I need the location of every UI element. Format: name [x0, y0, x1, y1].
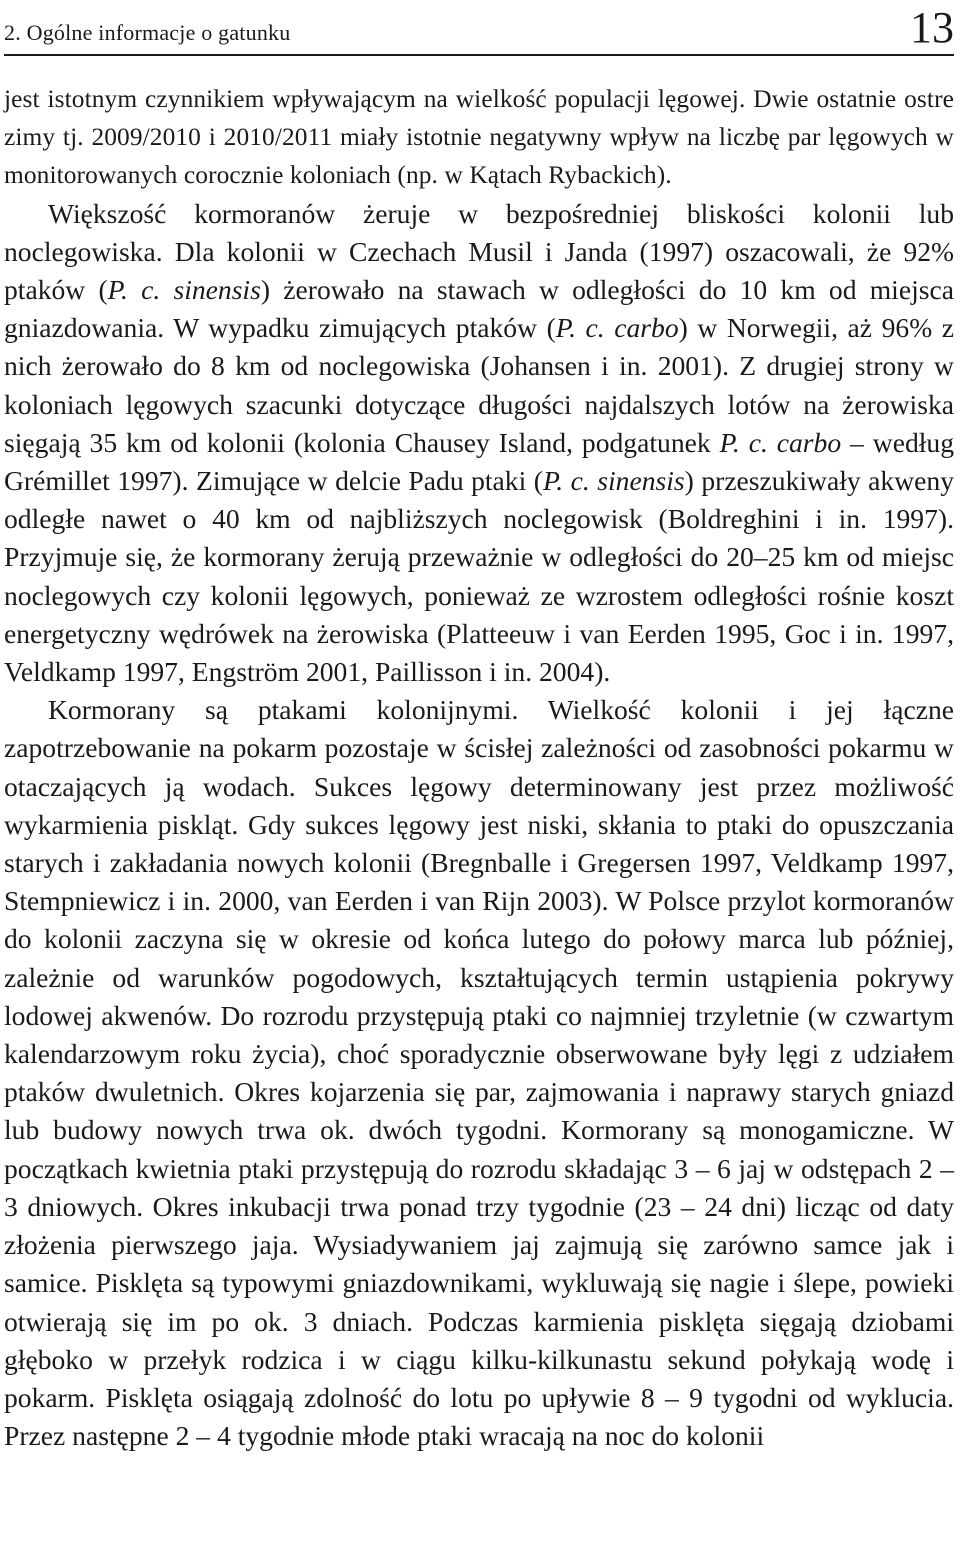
- chapter-title: 2. Ogólne informacje o gatunku: [4, 20, 291, 45]
- paragraph: [4, 195, 954, 692]
- species-name: P. c. carbo: [719, 426, 842, 458]
- paragraph: [4, 691, 954, 1455]
- text-run: Większość kormoranów żeruje w bezpośredniej bliskości kolonii lub noclegowiska. Dla kolonii w Czechach Musil i Janda (1997) oszacowali, że 92% ptaków (: [4, 197, 954, 306]
- text-run: ) przeszukiwały akweny odległe nawet o 40 km od najbliższych noclegowisk (Boldreghini i in. 1997). Przyjmuje się, że kormorany żerują przeważnie w odległości do 20–25 km od miejsc noclegowych czy kolonii lęgowych, ponieważ ze wzrostem odległości rośnie koszt energetyczny wędrówek na żerowiska (Platteeuw i van Eerden 1995, Goc i in. 1997, Veldkamp 1997, Engström 2001, Paillisson i in. 2004).: [4, 465, 954, 688]
- running-header: [4, 0, 954, 56]
- text-run: Kormorany są ptakami kolonijnymi. Wielkość kolonii i jej łączne zapotrzebowanie na pokarm pozostaje w ścisłej zależności od zasobności pokarmu w otaczających ją wodach. Sukces lęgowy determinowany jest przez możliwość wykarmienia piskląt. Gdy sukces lęgowy jest niski, skłania to ptaki do opuszczania starych i zakładania nowych kolonii (Bregnballe i Gregersen 1997, Veldkamp 1997, Stempniewicz i in. 2000, van Eerden i van Rijn 2003). W Polsce przylot kormoranów do kolonii zaczyna się w okresie od końca lutego do połowy marca lub później, zależnie od warunków pogodowych, kształtujących termin ustąpienia pokrywy lodowej akwenów. Do rozrodu przystępują ptaki co najmniej trzyletnie (w czwartym kalendarzowym roku życia), choć sporadycznie obserwowane były lęgi z udziałem ptaków dwuletnich. Okres kojarzenia się par, zajmowania i naprawy starych gniazd lub budowy nowych trwa ok. dwóch tygodni. Kormorany są monogamiczne. W początkach kwietnia ptaki przystępują do rozrodu składając 3 – 6 jaj w odstępach 2 – 3 dniowych. Okres inkubacji trwa ponad trzy tygodnie (23 – 24 dni) licząc od daty złożenia pierwszego jaja. Wysiadywaniem jaj zajmują się zarówno samce jak i samice. Pisklęta są typowymi gniazdownikami, wykluwają się nagie i ślepe, powieki otwierają się im po ok. 3 dniach. Podczas karmienia pisklęta sięgają dziobami głęboko w przełyk rodzica i w ciągu kilku-kilkunastu sekund połykają wodę i pokarm. Pisklęta osiągają zdolność do lotu po upływie 8 – 9 tygodni od wyklucia. Przez następne 2 – 4 tygodnie młode ptaki wracają na noc do kolonii: [4, 694, 954, 1452]
- species-name: P. c. sinensis: [542, 465, 685, 497]
- page: [4, 0, 954, 1556]
- text-run: ) w Norwegii, aż 96% z nich żerowało do 8 km od noclegowiska (Johansen i in. 2001). Z drugiej strony w koloniach lęgowych szacunki dotyczące długości najdalszych lotów na żerowiska sięgają 35 km od kolonii (kolonia Chausey Island, podgatunek: [4, 312, 955, 458]
- text-run: jest istotnym czynnikiem wpływającym na wielkość populacji lęgowej. Dwie ostatnie ostre zimy tj. 2009/2010 i 2010/2011 miały istotnie negatywny wpływ na liczbę par lęgowych w monitorowanych corocznie koloniach (np. w Kątach Rybackich).: [4, 85, 954, 190]
- species-name: P. c. carbo: [555, 312, 679, 344]
- paragraph: [4, 80, 954, 195]
- page-number: 13: [910, 3, 954, 52]
- species-name: P. c. sinensis: [107, 274, 261, 306]
- text-run: ) żerowało na stawach w odległości do 10 km od miejsca gniazdowania. W wypadku zimujących ptaków (: [4, 274, 954, 344]
- text-run: – według Grémillet 1997). Zimujące w delcie Padu ptaki (: [4, 426, 955, 497]
- body-text: [4, 80, 954, 1455]
